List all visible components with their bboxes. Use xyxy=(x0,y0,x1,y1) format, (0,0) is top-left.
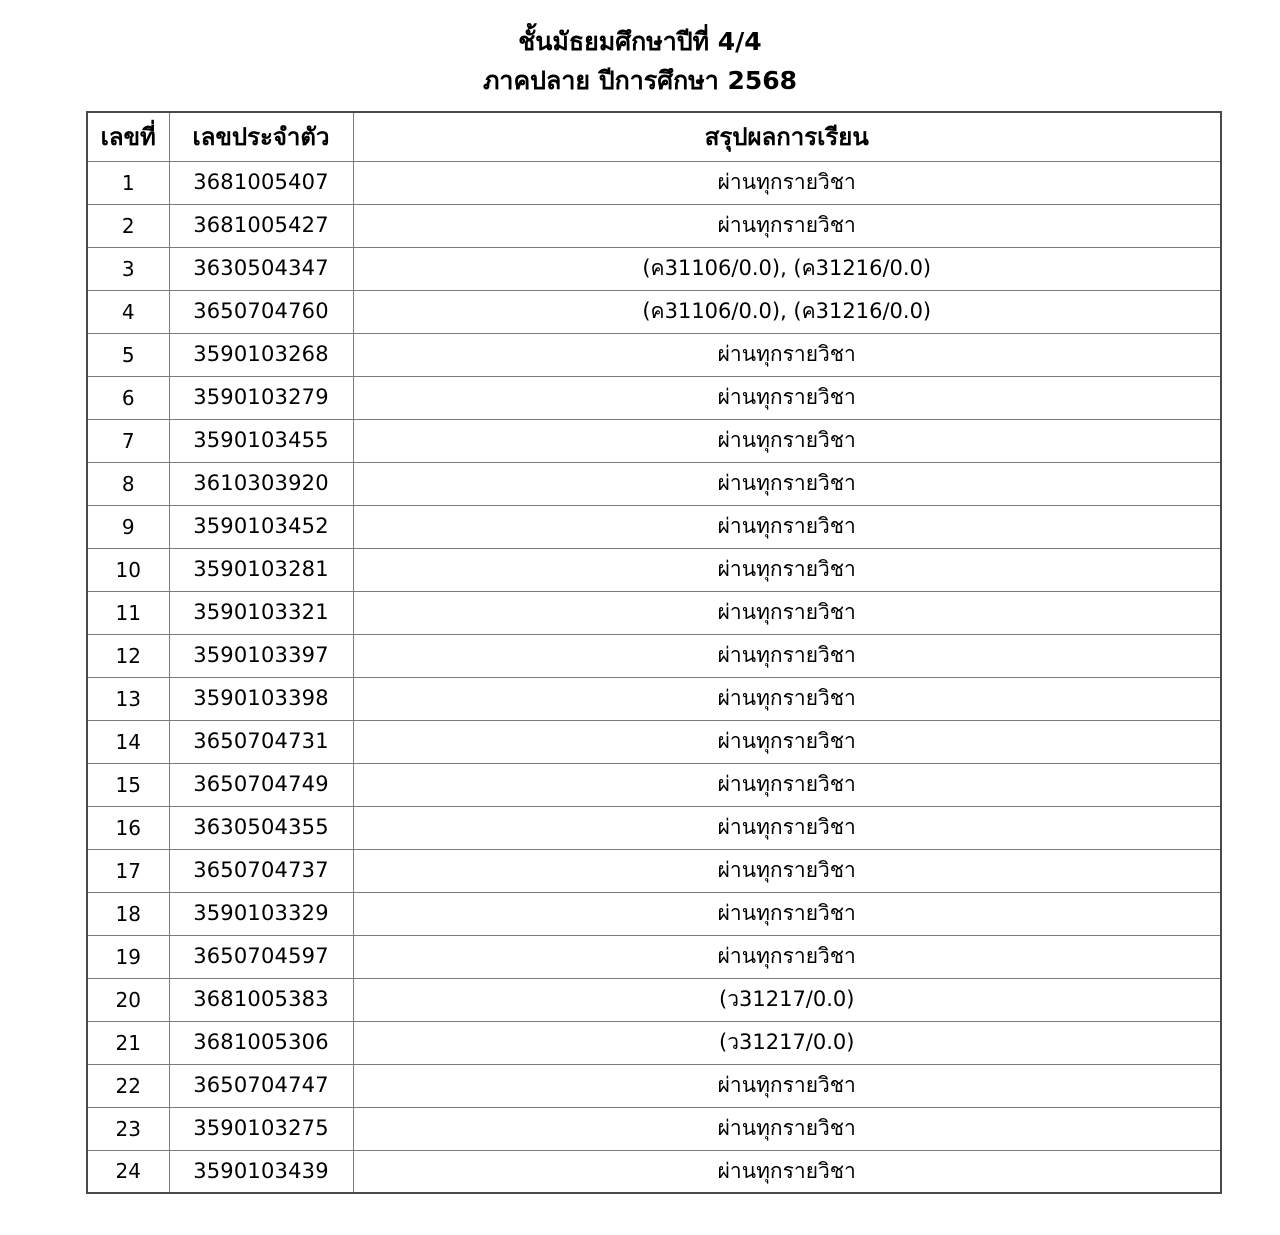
cell-student-id: 3681005383 xyxy=(169,978,353,1021)
cell-student-id: 3590103398 xyxy=(169,677,353,720)
cell-no: 11 xyxy=(87,591,169,634)
cell-result: ผ่านทุกรายวิชา xyxy=(353,333,1221,376)
results-table-container xyxy=(86,111,1220,1194)
table-row xyxy=(87,806,1221,849)
cell-no: 10 xyxy=(87,548,169,591)
cell-result: ผ่านทุกรายวิชา xyxy=(353,1064,1221,1107)
cell-result: (ค31106/0.0), (ค31216/0.0) xyxy=(353,290,1221,333)
cell-no: 20 xyxy=(87,978,169,1021)
cell-result: (ว31217/0.0) xyxy=(353,978,1221,1021)
cell-no: 7 xyxy=(87,419,169,462)
cell-student-id: 3590103452 xyxy=(169,505,353,548)
table-row xyxy=(87,1150,1221,1193)
table-row xyxy=(87,1107,1221,1150)
cell-result: ผ่านทุกรายวิชา xyxy=(353,849,1221,892)
cell-student-id: 3590103397 xyxy=(169,634,353,677)
cell-result: ผ่านทุกรายวิชา xyxy=(353,634,1221,677)
table-row xyxy=(87,419,1221,462)
cell-student-id: 3590103268 xyxy=(169,333,353,376)
page-title-class: ชั้นมัธยมศึกษาปีที่ 4/4 xyxy=(518,27,762,56)
cell-result: ผ่านทุกรายวิชา xyxy=(353,591,1221,634)
table-row xyxy=(87,247,1221,290)
cell-no: 15 xyxy=(87,763,169,806)
table-row xyxy=(87,892,1221,935)
cell-result: ผ่านทุกรายวิชา xyxy=(353,720,1221,763)
table-row xyxy=(87,548,1221,591)
cell-student-id: 3650704737 xyxy=(169,849,353,892)
cell-result: ผ่านทุกรายวิชา xyxy=(353,376,1221,419)
table-row xyxy=(87,1064,1221,1107)
cell-no: 1 xyxy=(87,161,169,204)
table-row xyxy=(87,161,1221,204)
cell-student-id: 3650704597 xyxy=(169,935,353,978)
cell-result: ผ่านทุกรายวิชา xyxy=(353,935,1221,978)
table-row xyxy=(87,1021,1221,1064)
cell-result: ผ่านทุกรายวิชา xyxy=(353,806,1221,849)
cell-no: 13 xyxy=(87,677,169,720)
table-row xyxy=(87,505,1221,548)
cell-no: 19 xyxy=(87,935,169,978)
table-row xyxy=(87,720,1221,763)
table-row xyxy=(87,204,1221,247)
cell-student-id: 3630504355 xyxy=(169,806,353,849)
cell-result: ผ่านทุกรายวิชา xyxy=(353,462,1221,505)
cell-result: ผ่านทุกรายวิชา xyxy=(353,505,1221,548)
cell-result: (ว31217/0.0) xyxy=(353,1021,1221,1064)
cell-student-id: 3681005427 xyxy=(169,204,353,247)
table-row xyxy=(87,978,1221,1021)
table-row xyxy=(87,333,1221,376)
table-row xyxy=(87,591,1221,634)
cell-no: 22 xyxy=(87,1064,169,1107)
cell-no: 12 xyxy=(87,634,169,677)
cell-student-id: 3590103455 xyxy=(169,419,353,462)
cell-student-id: 3590103329 xyxy=(169,892,353,935)
table-header xyxy=(87,112,1221,161)
column-header-no: เลขที่ xyxy=(87,112,169,161)
table-row xyxy=(87,763,1221,806)
cell-student-id: 3590103279 xyxy=(169,376,353,419)
table-body xyxy=(87,161,1221,1193)
cell-no: 24 xyxy=(87,1150,169,1193)
document-title-block xyxy=(0,0,1280,100)
cell-student-id: 3590103439 xyxy=(169,1150,353,1193)
cell-result: ผ่านทุกรายวิชา xyxy=(353,1107,1221,1150)
cell-no: 2 xyxy=(87,204,169,247)
cell-no: 3 xyxy=(87,247,169,290)
cell-result: (ค31106/0.0), (ค31216/0.0) xyxy=(353,247,1221,290)
cell-student-id: 3590103321 xyxy=(169,591,353,634)
column-header-result: สรุปผลการเรียน xyxy=(353,112,1221,161)
column-header-student-id: เลขประจำตัว xyxy=(169,112,353,161)
table-row xyxy=(87,290,1221,333)
cell-student-id: 3681005306 xyxy=(169,1021,353,1064)
table-row xyxy=(87,677,1221,720)
cell-no: 17 xyxy=(87,849,169,892)
cell-result: ผ่านทุกรายวิชา xyxy=(353,892,1221,935)
cell-result: ผ่านทุกรายวิชา xyxy=(353,419,1221,462)
cell-no: 21 xyxy=(87,1021,169,1064)
cell-student-id: 3650704747 xyxy=(169,1064,353,1107)
table-row xyxy=(87,849,1221,892)
table-header-row xyxy=(87,112,1221,161)
table-row xyxy=(87,935,1221,978)
cell-no: 6 xyxy=(87,376,169,419)
cell-student-id: 3590103281 xyxy=(169,548,353,591)
table-row xyxy=(87,634,1221,677)
cell-result: ผ่านทุกรายวิชา xyxy=(353,161,1221,204)
cell-student-id: 3681005407 xyxy=(169,161,353,204)
page-title-term: ภาคปลาย ปีการศึกษา 2568 xyxy=(482,66,798,95)
cell-no: 5 xyxy=(87,333,169,376)
cell-student-id: 3650704749 xyxy=(169,763,353,806)
results-table xyxy=(86,111,1222,1194)
cell-result: ผ่านทุกรายวิชา xyxy=(353,204,1221,247)
cell-result: ผ่านทุกรายวิชา xyxy=(353,548,1221,591)
cell-student-id: 3630504347 xyxy=(169,247,353,290)
cell-no: 14 xyxy=(87,720,169,763)
cell-student-id: 3590103275 xyxy=(169,1107,353,1150)
cell-student-id: 3650704760 xyxy=(169,290,353,333)
cell-no: 23 xyxy=(87,1107,169,1150)
cell-no: 8 xyxy=(87,462,169,505)
cell-student-id: 3650704731 xyxy=(169,720,353,763)
cell-result: ผ่านทุกรายวิชา xyxy=(353,1150,1221,1193)
table-row xyxy=(87,462,1221,505)
cell-result: ผ่านทุกรายวิชา xyxy=(353,763,1221,806)
cell-no: 9 xyxy=(87,505,169,548)
cell-no: 4 xyxy=(87,290,169,333)
cell-no: 18 xyxy=(87,892,169,935)
cell-no: 16 xyxy=(87,806,169,849)
cell-student-id: 3610303920 xyxy=(169,462,353,505)
table-row xyxy=(87,376,1221,419)
cell-result: ผ่านทุกรายวิชา xyxy=(353,677,1221,720)
